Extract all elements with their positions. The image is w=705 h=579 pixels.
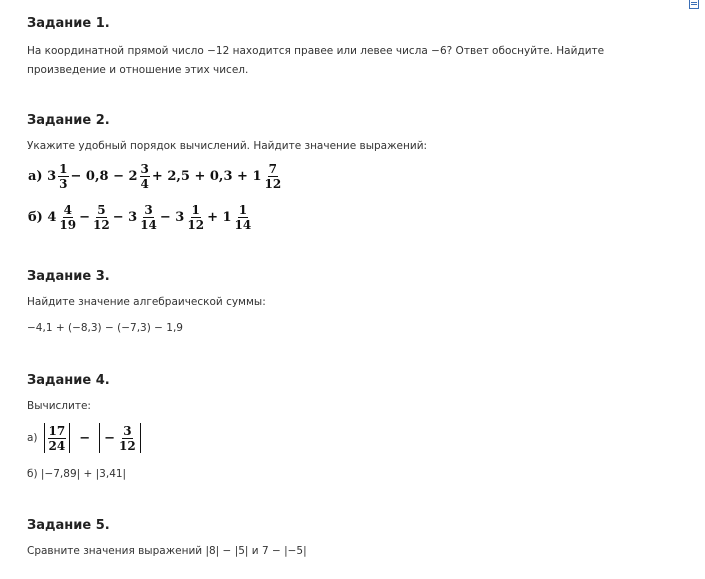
denominator: 4 bbox=[140, 177, 149, 191]
task-4-expression-b: б) |−7,89| + |3,41| bbox=[27, 468, 127, 480]
numerator: 17 bbox=[48, 423, 66, 438]
fraction bbox=[186, 203, 205, 232]
task-4-title: Задание 4. bbox=[27, 373, 110, 388]
task-2-expression-a bbox=[27, 162, 283, 191]
abs-bar bbox=[140, 423, 141, 453]
abs-bar bbox=[44, 423, 45, 453]
document-icon[interactable] bbox=[689, 0, 699, 9]
denominator: 12 bbox=[187, 218, 205, 232]
fraction bbox=[58, 162, 68, 191]
denominator: 3 bbox=[59, 177, 68, 191]
fraction bbox=[264, 162, 283, 191]
task-5-text: Сравните значения выражений |8| − |5| и 7 − |−5| bbox=[27, 545, 307, 557]
task-3-expression: −4,1 + (−8,3) − (−7,3) − 1,9 bbox=[27, 322, 183, 334]
task-1-title: Задание 1. bbox=[27, 16, 110, 31]
numerator: 3 bbox=[140, 162, 149, 176]
numerator: 3 bbox=[123, 423, 132, 438]
numerator: 7 bbox=[268, 162, 278, 176]
expr-a-label: а) bbox=[27, 432, 38, 444]
denominator: 24 bbox=[48, 438, 66, 453]
expr-term: + 2,5 + 0,3 + 1 bbox=[151, 169, 262, 184]
expr-term: + 1 bbox=[207, 210, 232, 225]
task-2-title: Задание 2. bbox=[27, 113, 110, 128]
expr-term: − 3 bbox=[159, 210, 185, 225]
fraction bbox=[118, 424, 137, 453]
task-3-text: Найдите значение алгебраической суммы: bbox=[27, 296, 266, 308]
abs-bar bbox=[69, 423, 70, 453]
denominator: 14 bbox=[140, 218, 157, 232]
expr-term: − 0,8 − 2 bbox=[70, 169, 138, 184]
negative-sign: − bbox=[104, 430, 116, 446]
expr-term: − bbox=[79, 210, 91, 225]
denominator: 12 bbox=[264, 177, 282, 191]
numerator: 4 bbox=[63, 203, 72, 217]
fraction bbox=[139, 203, 158, 232]
abs-bar bbox=[99, 423, 100, 453]
operator: − bbox=[79, 430, 91, 446]
abs-expression bbox=[42, 423, 143, 453]
task-2-text: Укажите удобный порядок вычислений. Найдите значение выражений: bbox=[27, 140, 428, 152]
expr-b-label: б) 4 bbox=[28, 210, 57, 225]
task-3-title: Задание 3. bbox=[27, 269, 110, 284]
task-4-expression-a bbox=[27, 423, 143, 453]
fraction bbox=[234, 203, 253, 232]
numerator: 3 bbox=[144, 203, 153, 217]
fraction bbox=[58, 203, 77, 232]
numerator: 1 bbox=[238, 203, 248, 217]
task-5-title: Задание 5. bbox=[27, 518, 110, 533]
task-2-expression-b bbox=[27, 203, 253, 232]
fraction bbox=[48, 424, 67, 453]
denominator: 14 bbox=[234, 218, 252, 232]
denominator: 19 bbox=[59, 218, 77, 232]
task-1-text: На координатной прямой число −12 находится правее или левее числа −6? Ответ обоснуйте. Найдите произведение и отношение этих чисел. bbox=[27, 45, 605, 76]
fraction bbox=[92, 203, 111, 232]
denominator: 12 bbox=[93, 218, 110, 232]
numerator: 1 bbox=[59, 162, 68, 176]
fraction bbox=[140, 162, 150, 191]
expr-a-label: а) 3 bbox=[28, 169, 57, 184]
expr-term: − 3 bbox=[112, 210, 138, 225]
numerator: 1 bbox=[191, 203, 200, 217]
numerator: 5 bbox=[97, 203, 106, 217]
task-4-text: Вычислите: bbox=[27, 400, 91, 412]
denominator: 12 bbox=[119, 438, 136, 453]
